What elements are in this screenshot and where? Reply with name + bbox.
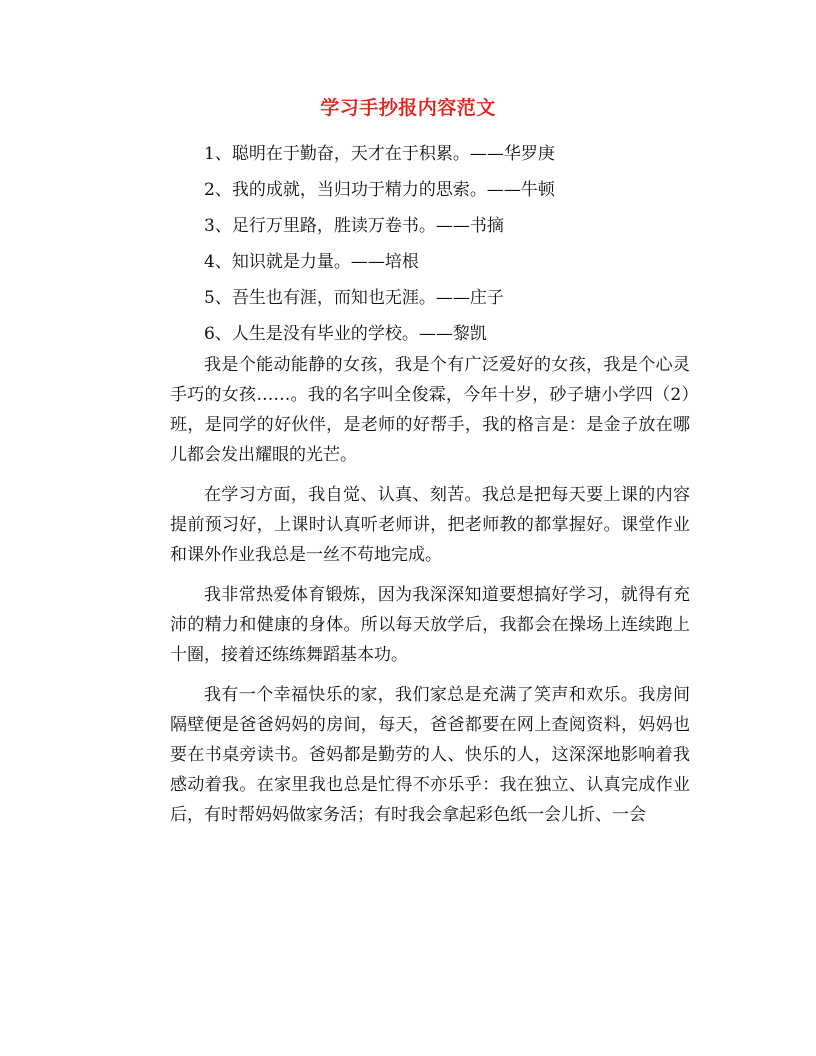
paragraph: 在学习方面，我自觉、认真、刻苦。我总是把每天要上课的内容提前预习好，上课时认真听老师讲，把老师教的都掌握好。课堂作业和课外作业我总是一丝不苟地完成。 xyxy=(170,485,690,565)
quote-item: 2、我的成就，当归功于精力的思索。——牛顿 xyxy=(204,180,555,200)
quote-item: 4、知识就是力量。——培根 xyxy=(204,252,419,272)
paragraph: 我是个能动能静的女孩，我是个有广泛爱好的女孩，我是个心灵手巧的女孩……。我的名字叫全俊霖，今年十岁，砂子塘小学四（2）班，是同学的好伙伴，是老师的好帮手，我的格言是：是金子放在哪儿都会发出耀眼的光芒。 xyxy=(170,355,690,465)
paragraph: 我非常热爱体育锻炼，因为我深深知道要想搞好学习，就得有充沛的精力和健康的身体。所以每天放学后，我都会在操场上连续跑上十圈，接着还练练舞蹈基本功。 xyxy=(170,585,690,665)
quote-list xyxy=(204,136,704,352)
body-text xyxy=(170,350,690,840)
quote-item: 5、吾生也有涯，而知也无涯。——庄子 xyxy=(204,288,504,308)
quote-item: 3、足行万里路，胜读万卷书。——书摘 xyxy=(204,216,504,236)
paragraph: 我有一个幸福快乐的家，我们家总是充满了笑声和欢乐。我房间隔壁便是爸爸妈妈的房间，每天，爸爸都要在网上查阅资料，妈妈也要在书桌旁读书。爸妈都是勤劳的人、快乐的人，这深深地影响着我感动着我。在家里我也总是忙得不亦乐乎：我在独立、认真完成作业后，有时帮妈妈做家务活；有时我会拿起彩色纸一会儿折、一会 xyxy=(170,685,690,825)
quote-item: 6、人生是没有毕业的学校。——黎凯 xyxy=(204,324,487,344)
quote-item: 1、聪明在于勤奋，天才在于积累。——华罗庚 xyxy=(204,144,555,164)
document-title: 学习手抄报内容范文 xyxy=(320,97,496,119)
